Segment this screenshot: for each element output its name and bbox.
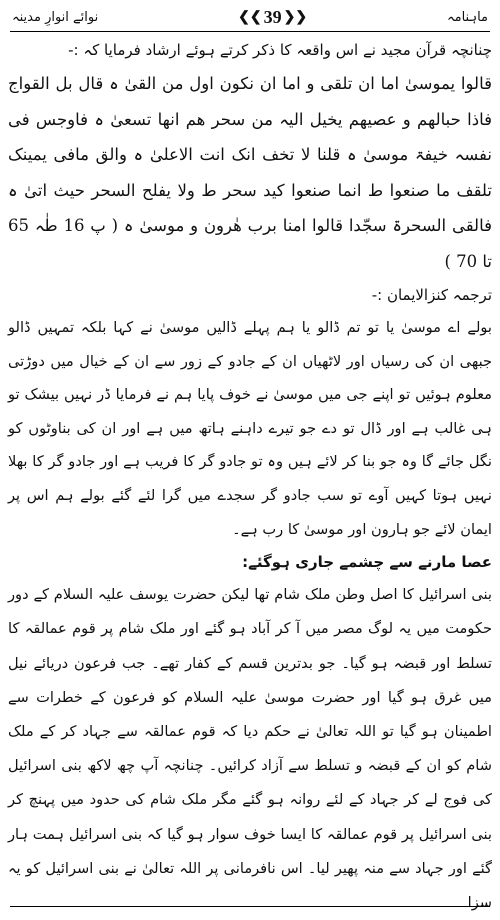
ornament-left-icon: ❮❮: [238, 9, 262, 25]
page-number-block: [238, 7, 307, 28]
intro-line: چنانچہ قرآن مجید نے اس واقعہ کا ذکر کرتے ہوئے ارشاد فرمایا کہ :-: [68, 41, 492, 59]
page-body: [8, 34, 492, 920]
page-header: [12, 4, 488, 30]
page-number: 39: [263, 6, 282, 27]
translation-heading: ترجمہ کنزالایمان :-: [371, 286, 492, 304]
section-paragraph: بنی اسرائیل کا اصل وطن ملک شام تھا لیکن حضرت یوسف علیہ السلام کے دور حکومت میں یہ لوگ مصر میں آ کر آباد ہو گئے اور ملک شام پر قوم عمالقہ کا تسلط اور قبضہ ہو گیا۔ جو بدترین قسم کے کفار تھے۔ جب فرعون دریائے نیل میں غرق ہو گیا اور حضرت موسیٰ علیہ السلام کو فرعون کے خطرات سے اطمینان ہو گیا تو اللہ تعالیٰ نے حکم دیا کہ قوم عمالقہ سے جہاد کر کے ملک شام کو ان کے قبضہ و تسلط سے آزاد کرائیں۔ چنانچہ آپ چھ لاکھ بنی اسرائیل کی فوج لے کر جہاد کے لئے روانہ ہو گئے مگر ملک شام کی حدود میں پہنچ کر بنی اسرائیل پر قوم عمالقہ کا ایسا خوف سوار ہو گیا کہ بنی اسرائیل ہمت ہار گئے اور جہاد سے منہ پھیر لیا۔ اس نافرمانی پر اللہ تعالیٰ نے بنی اسرائیل کو یہ سزا: [8, 586, 492, 911]
header-rule: [10, 31, 490, 32]
translation-paragraph: بولے اے موسیٰ یا تو تم ڈالو یا ہم پہلے ڈالیں موسیٰ نے کہا بلکہ تمہیں ڈالو جبھی ان کی رسیاں اور لاٹھیاں ان کے جادو کے زور سے ان کے خیال میں دوڑتی معلوم ہوئیں تو اپنے جی میں موسیٰ نے خوف پایا ہم نے فرمایا ڈر نہیں بیشک تو ہی غالب ہے اور ڈال تو دے جو تیرے داہنے ہاتھ میں ہے اور ان کی بناوٹوں کو نگل جائے گا وہ جو بنا کر لائے ہیں وہ تو جادو گر کا فریب ہے اور جادو گر کا بھلا نہیں ہوتا کہیں آوے تو سب جادو گر سجدے میں گرا لئے گئے بولے ہم اس پر ایمان لائے جو ہارون اور موسیٰ کا رب ہے۔: [8, 319, 492, 538]
section-heading: عصا مارنے سے چشمے جاری ہوگئے:: [242, 553, 492, 572]
quran-verse: قالوا یموسیٰ اما ان تلقی و اما ان نکون اول من القیٰ ہ قال بل القواج فاذا حبالھم و عصیھم یخیل الیہ من سحر ھم انھا تسعیٰ ہ فاوجس فی نفسہ خیفۃ موسیٰ ہ قلنا لا تخف انک انت الاعلیٰ ہ والق مافی یمینک تلقف ما صنعوا ط انما صنعوا کید سحر ط ولا یفلح السحر حیث اتیٰ ہ فالقی السحرۃ سجّدا قالوا امنا برب ھٰرون و موسیٰ ہ ( پ 16 طٰہ 65 تا 70 ): [8, 74, 492, 271]
month-label: ماہنامہ: [446, 9, 488, 25]
ornament-right-icon: ❯❯: [283, 9, 308, 25]
magazine-title: نوائے انوارِ مدینہ: [12, 9, 99, 25]
footer-rule: [10, 906, 490, 907]
